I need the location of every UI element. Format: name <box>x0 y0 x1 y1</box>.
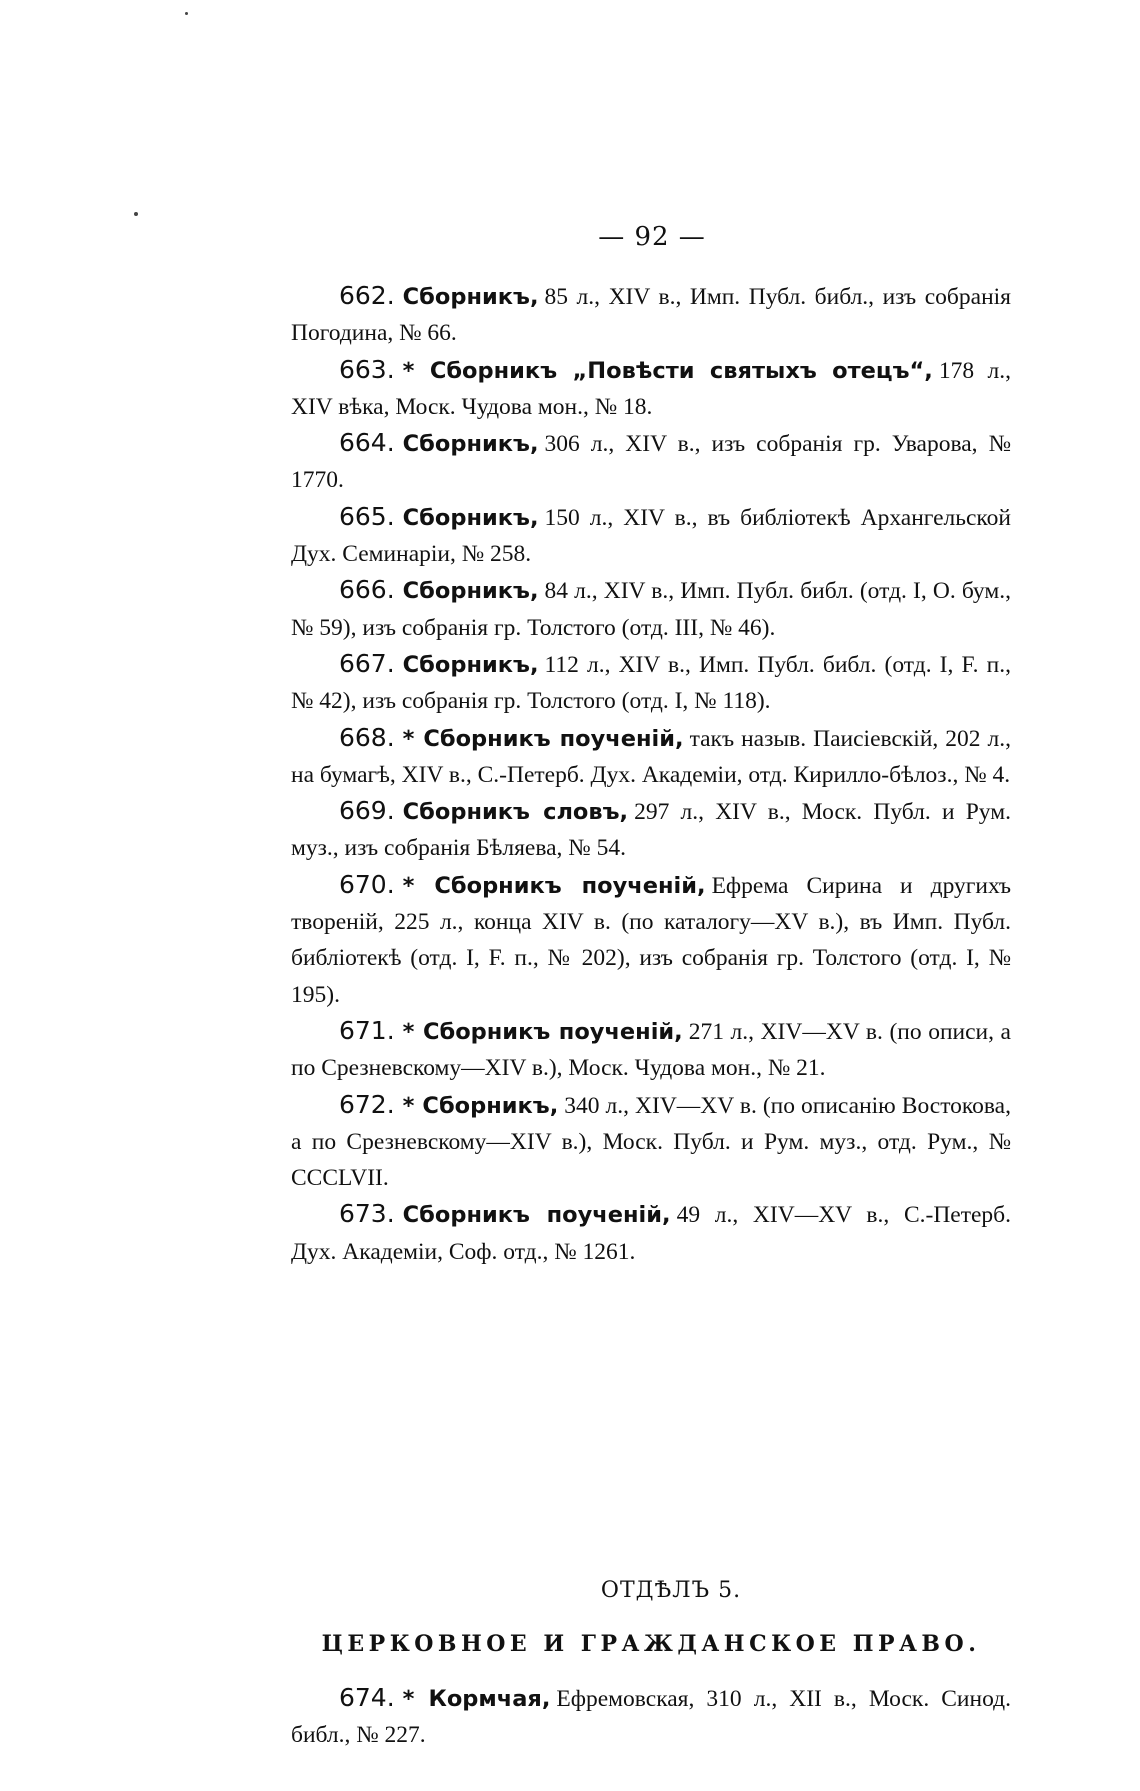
catalog-entries <box>291 278 1011 1270</box>
entry-number: 667. <box>339 648 395 678</box>
entry-description: 178 л., XIV вѣка, Моск. Чудова мон., № 18. <box>291 357 1011 420</box>
entry-description: 85 л., XIV в., Имп. Публ. библ., изъ собранія Погодина, № 66. <box>291 284 1011 347</box>
entry-title: * Сборникъ „Повѣсти святыхъ отецъ“, <box>402 357 933 384</box>
entry-number: 664. <box>339 428 395 458</box>
entry-title: * Сборникъ поученій, <box>402 725 684 752</box>
entry-description: 112 л., XIV в., Имп. Публ. библ. (отд. I, F. п., № 42), изъ собранія гр. Толстого (отд. I, № 118). <box>291 651 1011 715</box>
entry-description: Ефремовская, 310 л., XII в., Моск. Синод. библ., № 227. <box>291 1686 1011 1749</box>
entry-title: * Сборникъ поученій, <box>402 872 706 899</box>
entry-number: 666. <box>339 575 395 605</box>
entry-number: 662. <box>339 281 395 310</box>
entry-title: Сборникъ словъ, <box>402 799 629 826</box>
entry-title: * Сборникъ, <box>402 1092 559 1119</box>
catalog-entry <box>291 352 1011 426</box>
entry-number: 663. <box>339 354 395 384</box>
section-entries <box>291 1680 1011 1754</box>
catalog-entry <box>291 1013 1011 1087</box>
catalog-entry <box>291 499 1011 573</box>
entry-number: 669. <box>339 796 395 826</box>
entry-title: Сборникъ, <box>402 504 539 531</box>
entry-number: 670. <box>339 869 395 899</box>
section-title: ЦЕРКОВНОЕ И ГРАЖДАНСКОЕ ПРАВО. <box>321 1631 981 1657</box>
catalog-entry <box>291 572 1011 646</box>
catalog-entry <box>291 1087 1011 1197</box>
catalog-entry <box>291 646 1011 720</box>
section-number: ОТДѢЛЪ 5. <box>600 1578 742 1603</box>
entry-title: * Сборникъ поученій, <box>402 1018 683 1045</box>
entry-description: 150 л., XIV в., въ библіотекѣ Архангельской Дух. Семинаріи, № 258. <box>291 504 1011 568</box>
entry-description: 297 л., XIV в., Моск. Публ. и Рум. муз., изъ собранія Бѣляева, № 54. <box>291 799 1011 862</box>
scan-speck <box>185 12 188 15</box>
entry-number: 665. <box>339 501 395 531</box>
entry-description: такъ назыв. Паисіевскій, 202 л., на бумагѣ, XIV в., С.-Петерб. Дух. Академіи, отд. Кирилло-бѣлоз., № 4. <box>291 725 1011 788</box>
entry-title: Сборникъ, <box>402 431 539 458</box>
entry-description: 340 л., XIV—XV в. (по описанію Востокова, а по Срезневскому—XIV в.), Моск. Публ. и Рум. муз., отд. Рум., № CCCLVII. <box>291 1092 1011 1192</box>
entry-description: Ефрема Сирина и другихъ твореній, 225 л., конца XIV в. (по каталогу—XV в.), въ Имп. Публ. библіотекѣ (отд. I, F. п., № 202), изъ собранія гр. Толстого (отд. I, № 195). <box>291 872 1011 1008</box>
entry-title: Сборникъ поученій, <box>402 1202 671 1229</box>
catalog-entry <box>291 720 1011 794</box>
catalog-entry <box>291 793 1011 867</box>
catalog-entry <box>291 1196 1011 1270</box>
entry-description: 84 л., XIV в., Имп. Публ. библ. (отд. I, О. бум., № 59), изъ собранія гр. Толстого (отд. III, № 46). <box>291 578 1011 641</box>
catalog-entry <box>291 278 1011 352</box>
entry-title: * Кормчая, <box>402 1686 551 1712</box>
page-number: — 92 — <box>598 222 706 252</box>
entry-number: 671. <box>339 1015 395 1045</box>
entry-title: Сборникъ, <box>402 284 539 310</box>
entry-description: 306 л., XIV в., изъ собранія гр. Уварова, № 1770. <box>291 431 1011 494</box>
page-body <box>291 278 1012 1749</box>
entry-number: 668. <box>339 722 395 752</box>
entry-description: 271 л., XIV—XV в. (по описи, а по Срезневскому—XIV в.), Моск. Чудова мон., № 21. <box>291 1018 1011 1082</box>
scan-speck <box>134 212 138 216</box>
entry-title: Сборникъ, <box>402 578 539 605</box>
catalog-entry <box>291 867 1011 1013</box>
entry-number: 674. <box>339 1683 395 1712</box>
entry-description: 49 л., XIV—XV в., С.-Петерб. Дух. Академіи, Соф. отд., № 1261. <box>291 1202 1012 1265</box>
entry-number: 673. <box>339 1199 395 1229</box>
catalog-entry <box>291 425 1011 499</box>
entry-number: 672. <box>339 1089 395 1119</box>
entry-title: Сборникъ, <box>402 651 539 678</box>
catalog-entry <box>291 1680 1011 1754</box>
